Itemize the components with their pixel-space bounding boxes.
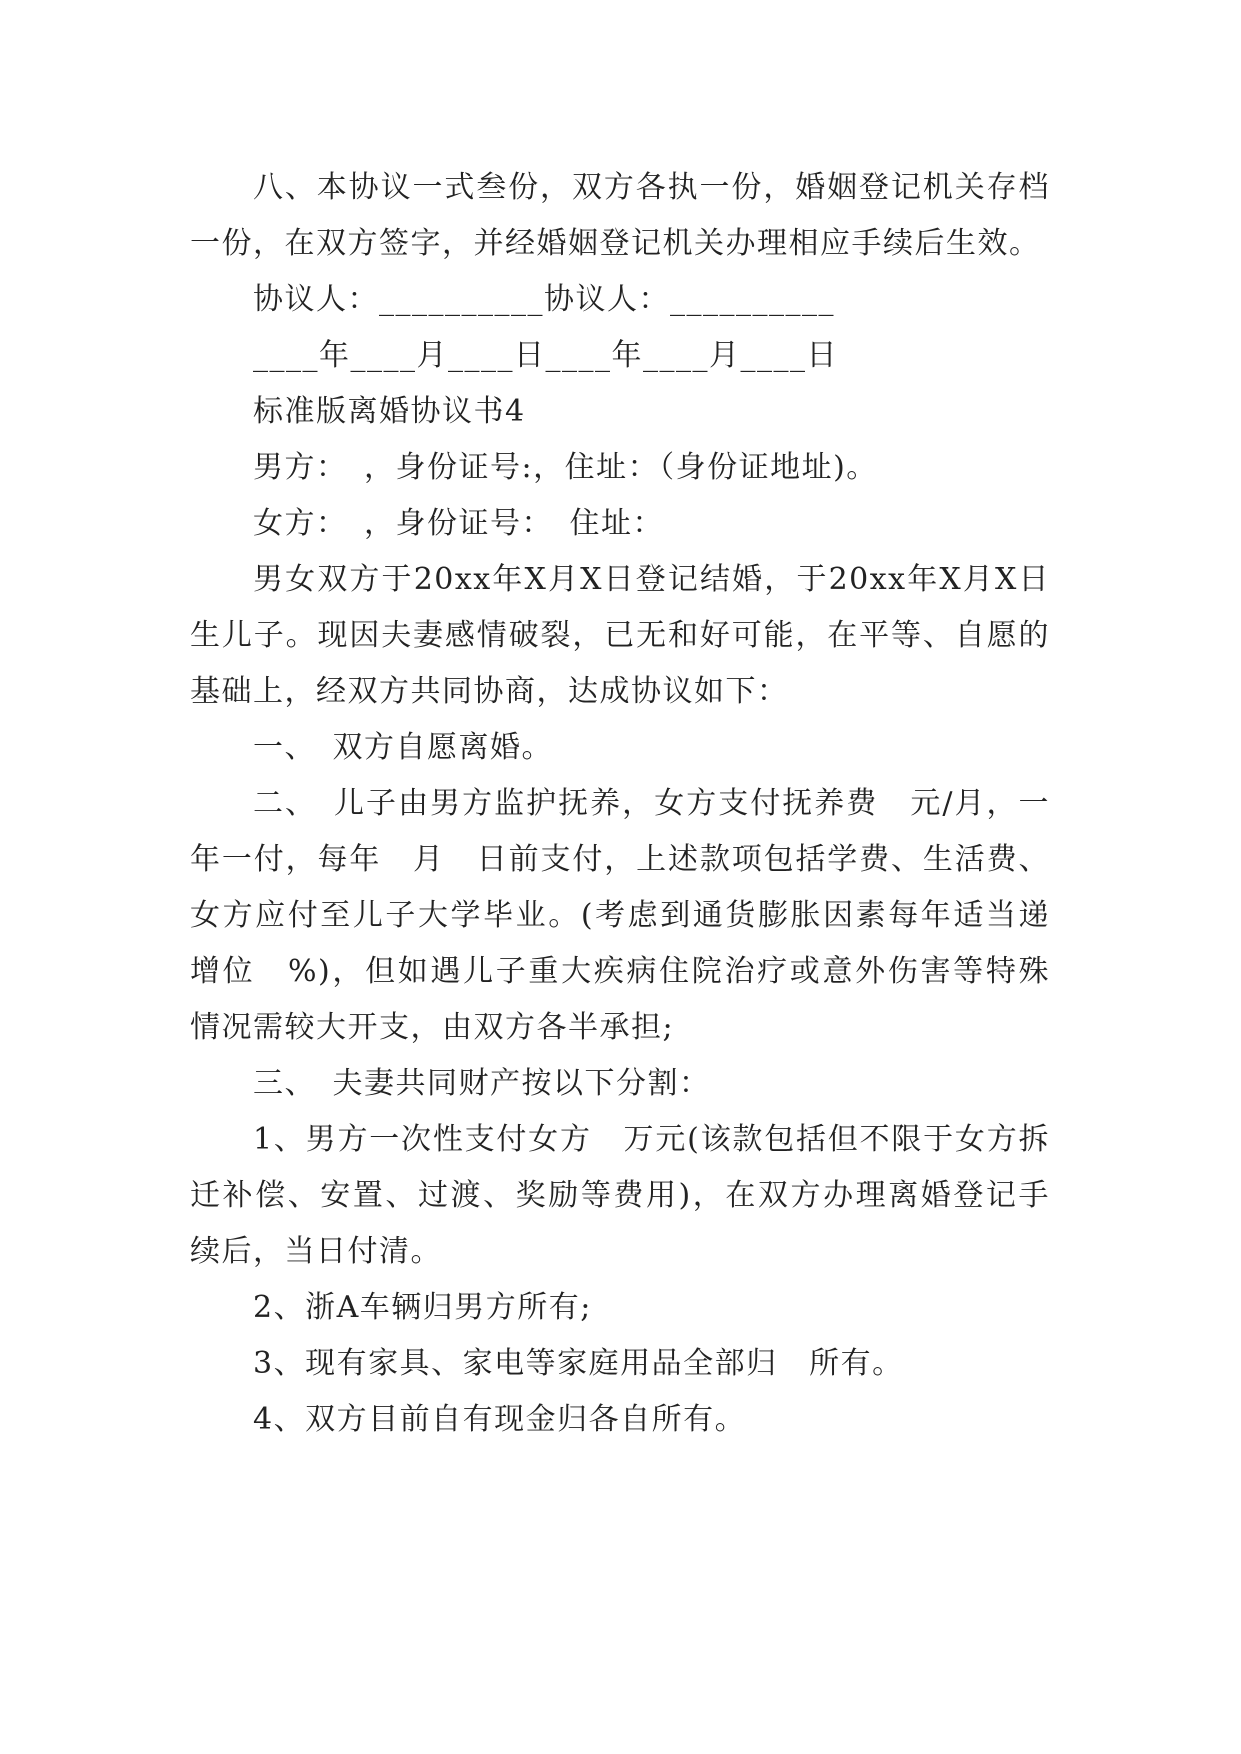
male-party-line: 男方： ，身份证号:，住址：（身份证地址)。 [253, 450, 878, 485]
signatories-line: 协议人：__________协议人：__________ [253, 282, 835, 317]
property-item-1: 1、男方一次性支付女方 万元(该款包括但不限于女方拆迁补偿、安置、过渡、奖励等费用)，在双方办理离婚登记手续后，当日付清。 [190, 1122, 1050, 1269]
section-title: 标准版离婚协议书4 [253, 394, 526, 429]
intro-paragraph: 男女双方于20xx年X月X日登记结婚，于20xx年X月X日生儿子。现因夫妻感情破裂，已无和好可能，在平等、自愿的基础上，经双方共同协商，达成协议如下： [190, 562, 1050, 709]
property-item-4: 4、双方目前自有现金归各自所有。 [253, 1402, 747, 1437]
clause-one: 一、 双方自愿离婚。 [253, 730, 553, 765]
document-body [190, 160, 1050, 1448]
clause-two: 二、 儿子由男方监护抚养，女方支付抚养费 元/月，一年一付，每年 月 日前支付，上述款项包括学费、生活费、女方应付至儿子大学毕业。(考虑到通货膨胀因素每年适当递增位 %)，但如遇儿子重大疾病住院治疗或意外伤害等特殊情况需较大开支，由双方各半承担; [190, 786, 1050, 1045]
date-line: ____年____月____日____年____月____日 [253, 338, 838, 373]
property-item-3: 3、现有家具、家电等家庭用品全部归 所有。 [253, 1346, 904, 1381]
clause-eight-paragraph: 八、本协议一式叁份，双方各执一份，婚姻登记机关存档一份，在双方签字，并经婚姻登记机关办理相应手续后生效。 [190, 170, 1050, 261]
female-party-line: 女方： ，身份证号： 住址： [253, 506, 664, 541]
property-item-2: 2、浙A车辆归男方所有; [253, 1290, 592, 1325]
clause-three: 三、 夫妻共同财产按以下分割： [253, 1066, 711, 1101]
